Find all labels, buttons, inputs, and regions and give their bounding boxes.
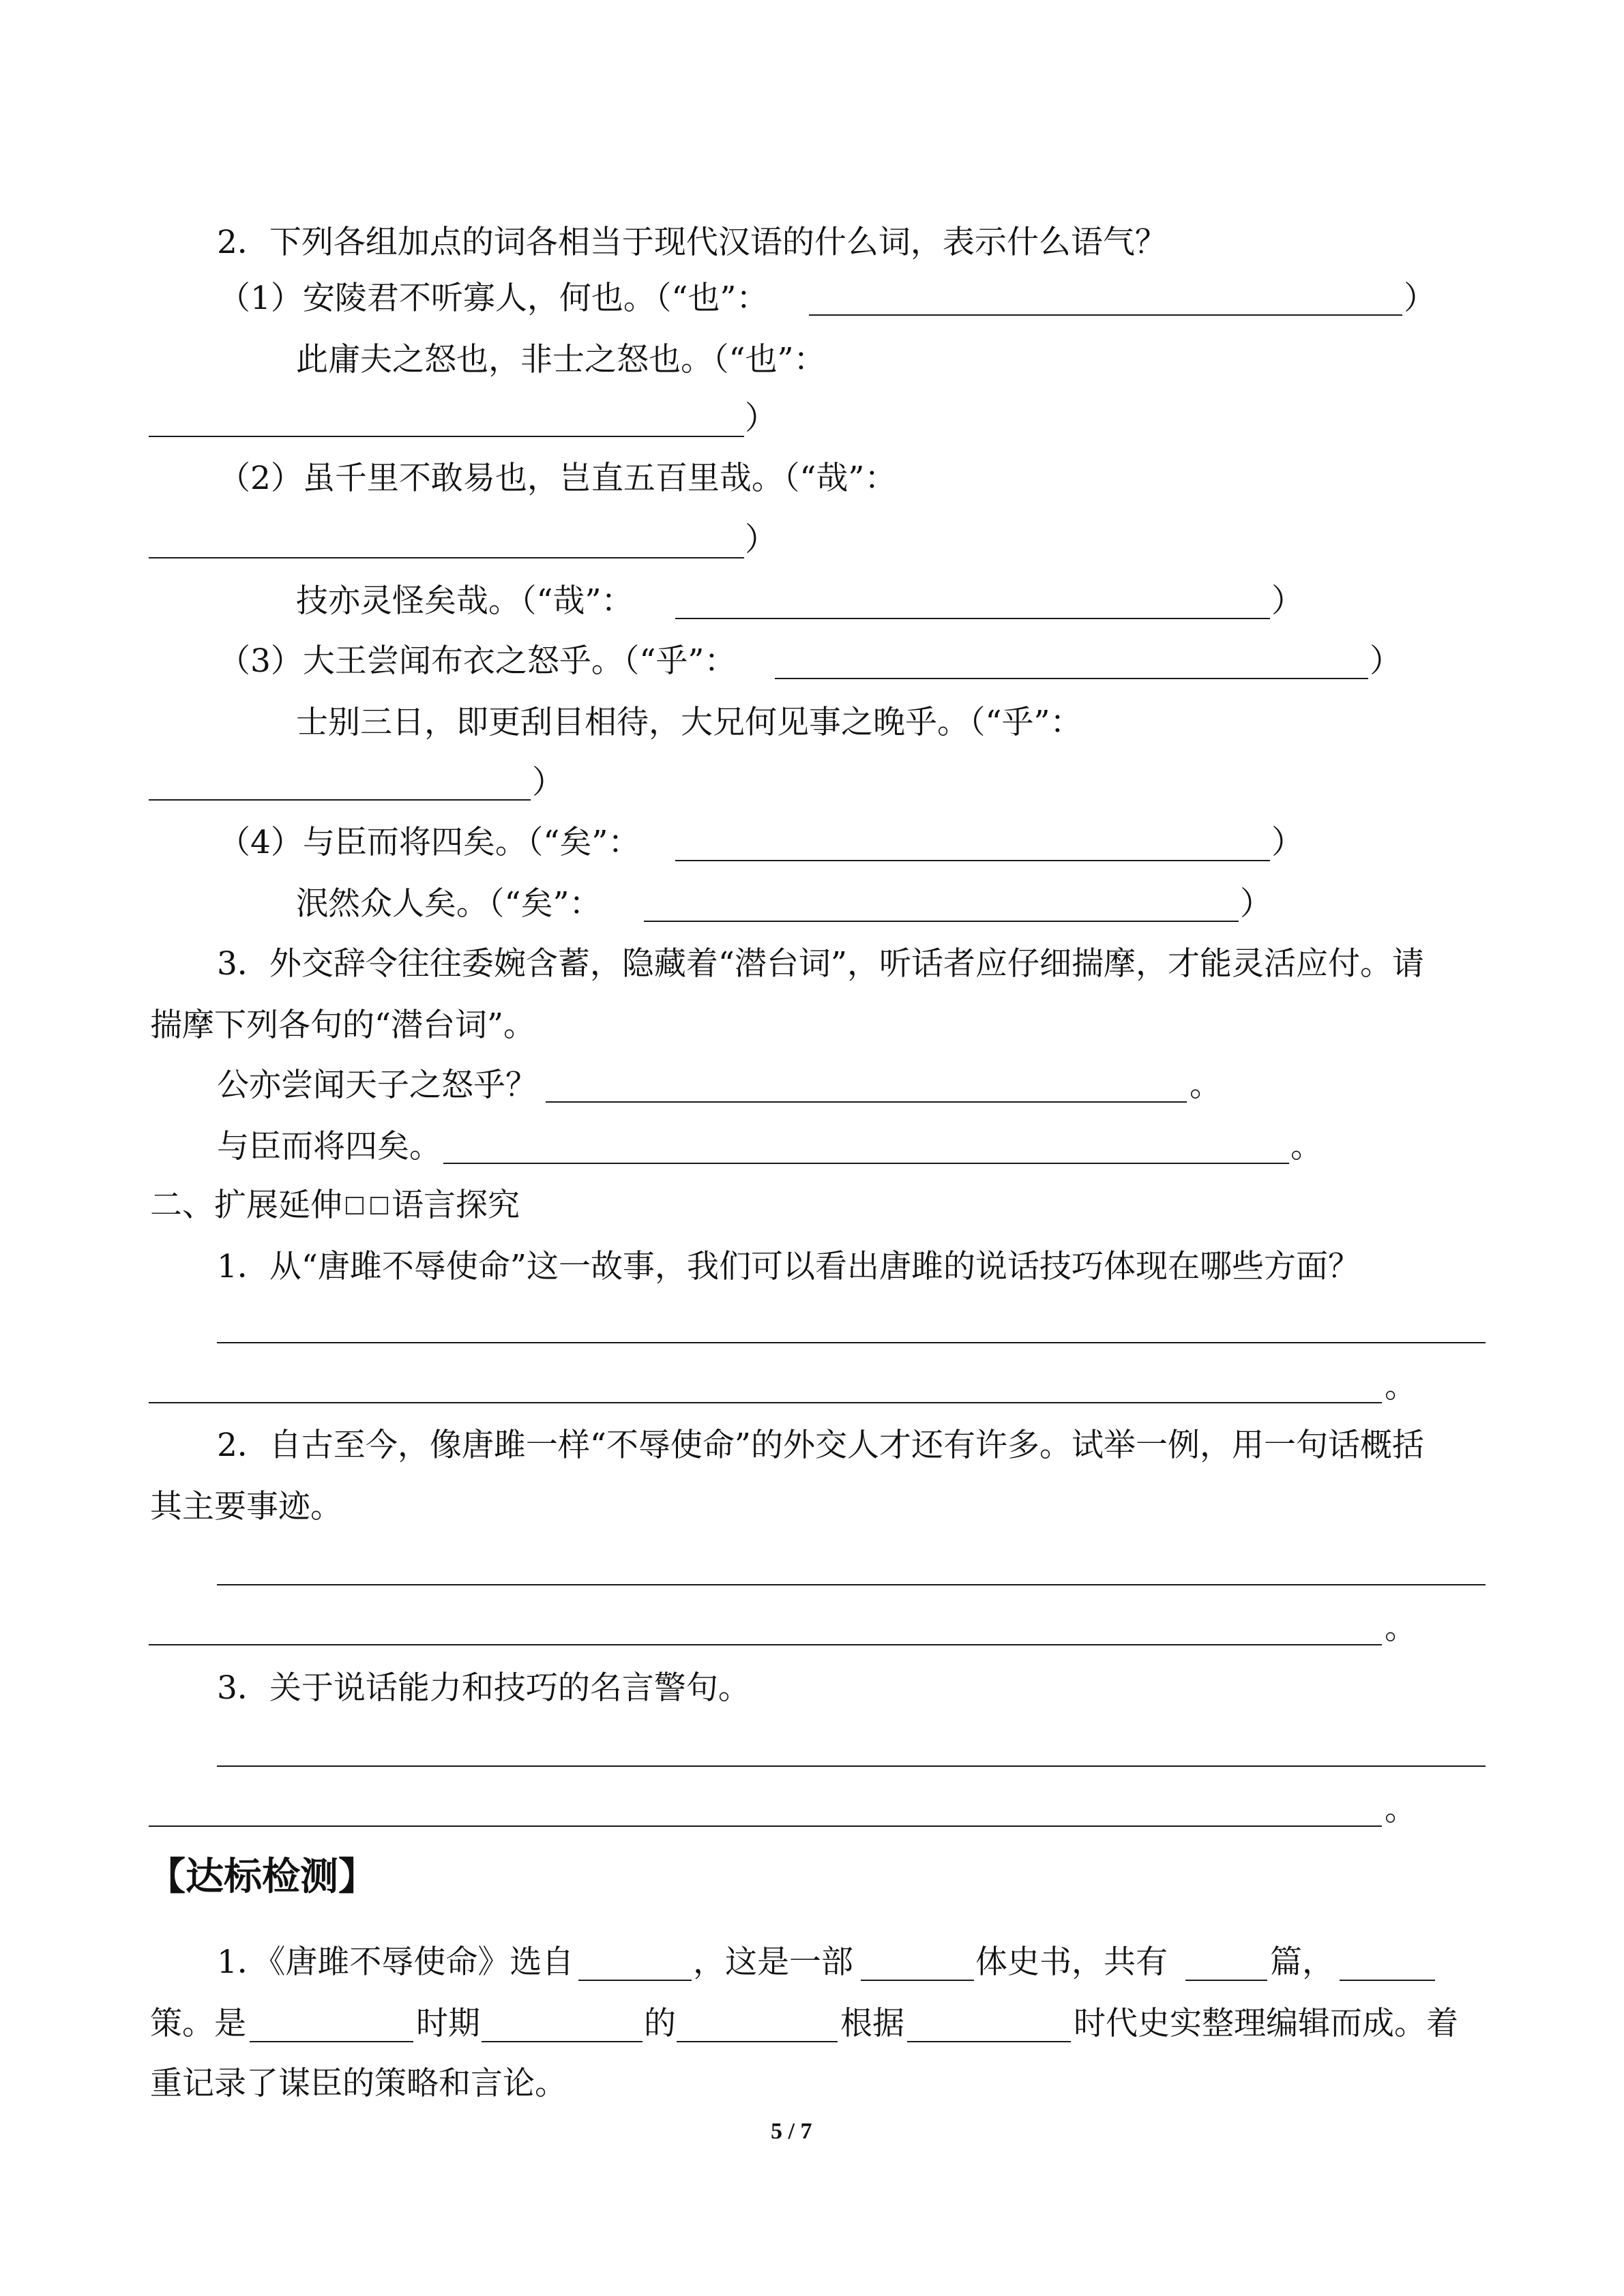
section-two-title bbox=[150, 1185, 520, 1226]
missing-glyph-box bbox=[346, 1197, 364, 1214]
answer-blank[interactable] bbox=[1340, 1980, 1435, 1981]
test-q1-g: 的 bbox=[644, 2005, 676, 2042]
answer-blank[interactable] bbox=[675, 860, 1270, 861]
q2-item2b: 技亦灵怪矣哉。（“哉”： bbox=[296, 582, 634, 620]
s2-q2-prompt-line2: 其主要事迹。 bbox=[150, 1488, 342, 1525]
answer-blank[interactable] bbox=[578, 1980, 692, 1981]
answer-blank[interactable] bbox=[217, 1342, 1486, 1343]
s2-q1-prompt: 1．从“唐雎不辱使命”这一故事，我们可以看出唐雎的说话技巧体现在哪些方面？ bbox=[217, 1248, 1360, 1285]
q3-sentence2: 与臣而将四矣。 bbox=[217, 1128, 441, 1165]
close-paren: ） bbox=[1240, 885, 1272, 923]
test-q1-f: 时期 bbox=[416, 2005, 480, 2042]
test-q1-c: 体史书，共有 bbox=[975, 1943, 1168, 1981]
answer-blank[interactable] bbox=[149, 436, 744, 437]
close-paren: ） bbox=[1271, 824, 1303, 861]
answer-blank[interactable] bbox=[149, 557, 744, 558]
answer-blank[interactable] bbox=[675, 618, 1270, 619]
q3-sentence1: 公亦尝闻天子之怒乎？ bbox=[217, 1067, 537, 1104]
q2-item1a: （1）安陵君不听寡人，何也。（“也”： bbox=[218, 280, 769, 317]
q2-item4a: （4）与臣而将四矣。（“矣”： bbox=[218, 824, 640, 861]
q2-item1b: 此庸夫之怒也，非士之怒也。（“也”： bbox=[296, 341, 826, 378]
close-paren: ） bbox=[1404, 280, 1436, 317]
period: 。 bbox=[1385, 1609, 1417, 1647]
section-two-title-a: 二、扩展延伸 bbox=[150, 1187, 342, 1224]
q2-item2a: （2）虽千里不敢易也，岂直五百里哉。（“哉”： bbox=[218, 460, 897, 497]
section-two-title-b: 语言探究 bbox=[392, 1187, 520, 1224]
page-number: 5 / 7 bbox=[771, 2119, 812, 2144]
test-heading: 【达标检测】 bbox=[147, 1855, 377, 1899]
period: 。 bbox=[1385, 1791, 1417, 1828]
period: 。 bbox=[1385, 1368, 1417, 1405]
test-q1-i: 时代史实整理编辑而成。着 bbox=[1074, 2005, 1458, 2042]
answer-blank[interactable] bbox=[149, 1825, 1382, 1827]
answer-blank[interactable] bbox=[1185, 1980, 1267, 1981]
answer-blank[interactable] bbox=[149, 1402, 1382, 1403]
answer-blank[interactable] bbox=[677, 2041, 838, 2042]
q3-prompt-line2: 揣摩下列各句的“潜台词”。 bbox=[150, 1007, 536, 1044]
answer-blank[interactable] bbox=[644, 921, 1239, 922]
test-q1-a: 1．《唐雎不辱使命》选自 bbox=[217, 1943, 574, 1981]
close-paren: ） bbox=[745, 521, 777, 558]
s2-q2-prompt-line1: 2．自古至今，像唐雎一样“不辱使命”的外交人才还有许多。试举一例，用一句话概括 bbox=[217, 1427, 1424, 1464]
test-q1-d: 篇， bbox=[1270, 1943, 1334, 1981]
test-q1-e: 策。是 bbox=[150, 2005, 246, 2042]
close-paren: ） bbox=[1271, 582, 1303, 620]
close-paren: ） bbox=[532, 764, 564, 801]
answer-blank[interactable] bbox=[149, 1644, 1382, 1645]
answer-blank[interactable] bbox=[217, 1584, 1486, 1585]
answer-blank[interactable] bbox=[482, 2041, 643, 2042]
test-q1-h: 根据 bbox=[840, 2005, 904, 2042]
answer-blank[interactable] bbox=[443, 1163, 1289, 1164]
close-paren: ） bbox=[745, 400, 777, 437]
answer-blank[interactable] bbox=[907, 2041, 1071, 2042]
q3-prompt-line1: 3．外交辞令往往委婉含蓄，隐藏着“潜台词”，听话者应仔细揣摩，才能灵活应付。请 bbox=[217, 945, 1424, 983]
test-q1-last: 重记录了谋臣的策略和言论。 bbox=[150, 2065, 567, 2102]
q2-prompt: 2．下列各组加点的词各相当于现代汉语的什么词，表示什么语气？ bbox=[217, 224, 1167, 261]
answer-blank[interactable] bbox=[775, 678, 1368, 679]
answer-blank[interactable] bbox=[809, 314, 1402, 316]
test-q1-b: ，这是一部 bbox=[693, 1943, 853, 1981]
answer-blank[interactable] bbox=[546, 1101, 1187, 1103]
q2-item4b: 泯然众人矣。（“矣”： bbox=[296, 885, 602, 923]
close-paren: ） bbox=[1370, 642, 1402, 680]
answer-blank[interactable] bbox=[861, 1980, 974, 1981]
answer-blank[interactable] bbox=[149, 799, 531, 801]
period: 。 bbox=[1190, 1067, 1222, 1104]
q2-item3a: （3）大王尝闻布衣之怒乎。（“乎”： bbox=[218, 642, 737, 680]
missing-glyph-box bbox=[370, 1197, 388, 1214]
answer-blank[interactable] bbox=[217, 1765, 1486, 1767]
q2-item3b: 士别三日，即更刮目相待，大兄何见事之晚乎。（“乎”： bbox=[296, 704, 1082, 741]
s2-q3-prompt: 3．关于说话能力和技巧的名言警句。 bbox=[217, 1669, 750, 1707]
period: 。 bbox=[1290, 1128, 1323, 1165]
answer-blank[interactable] bbox=[250, 2041, 413, 2042]
